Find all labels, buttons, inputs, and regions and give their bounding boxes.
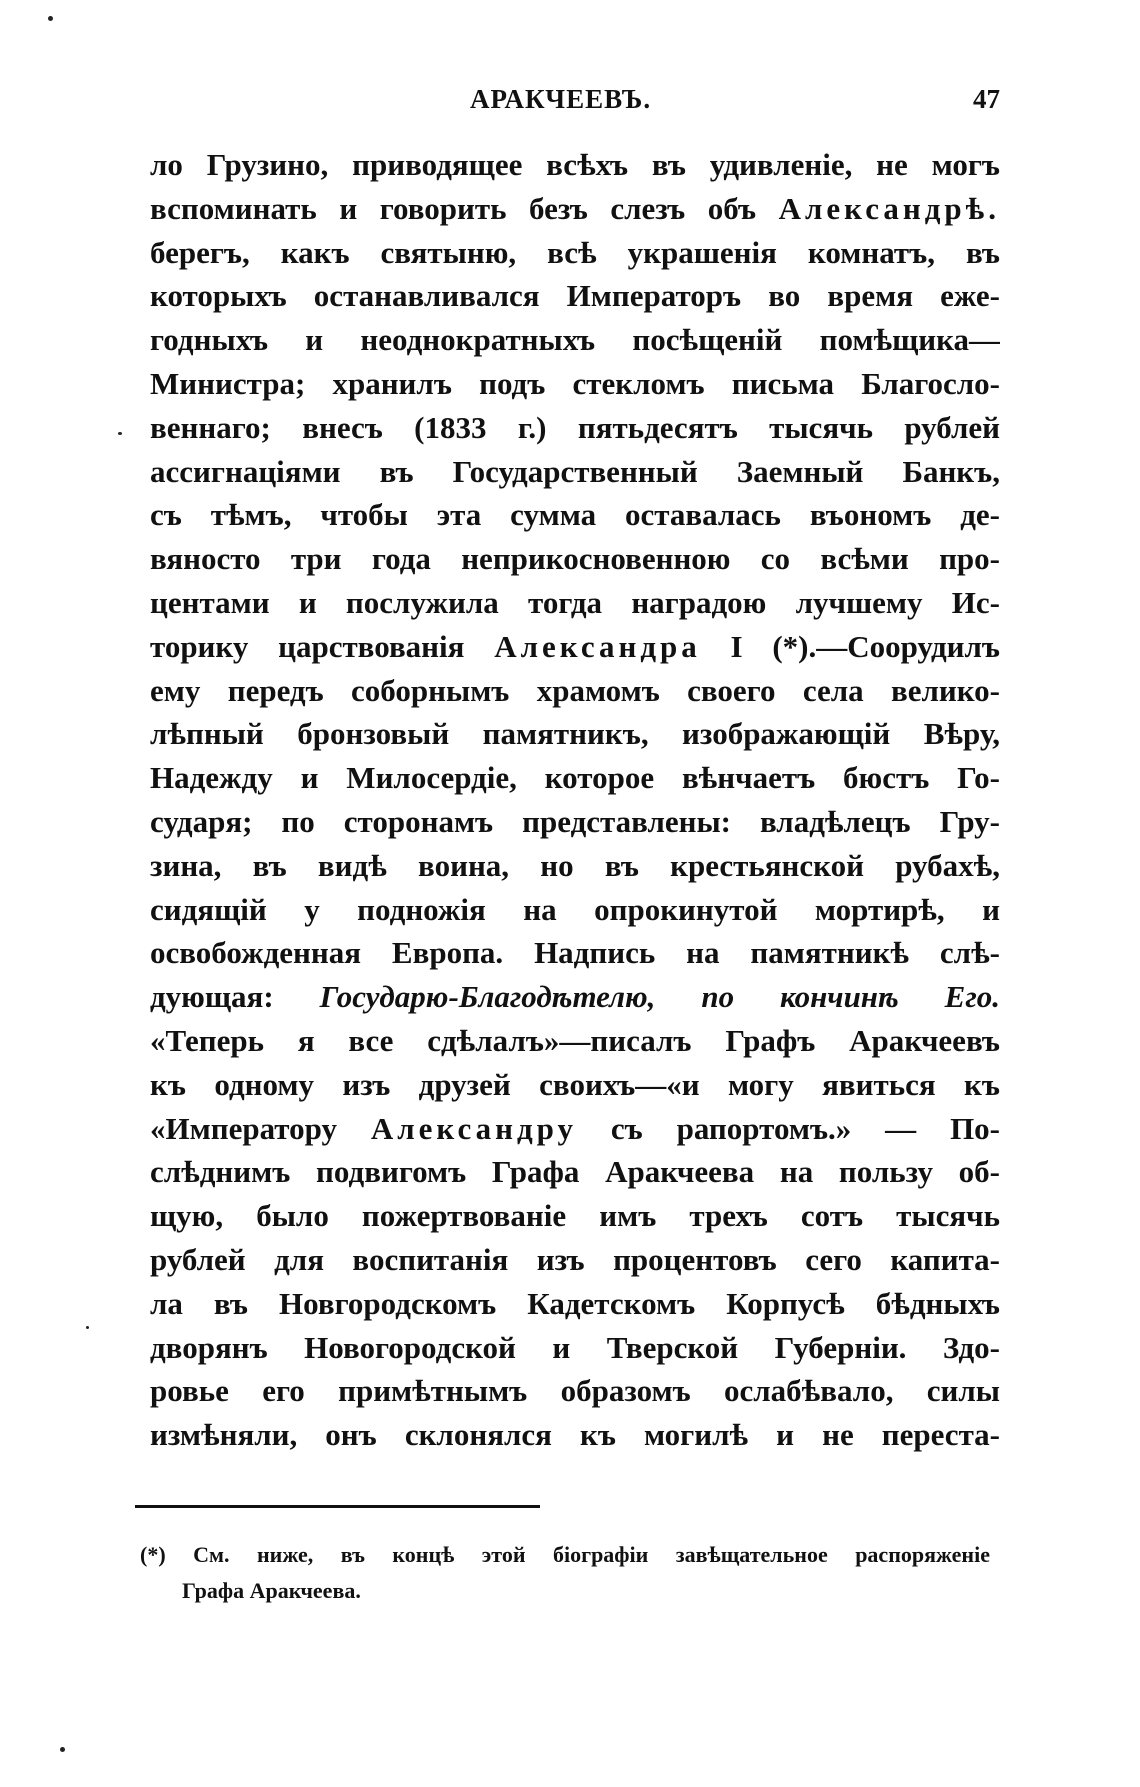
text-line: которыхъ останавливался Императоръ во время еже- (150, 278, 1000, 314)
text-line: измѣняли, онъ склонялся къ могилѣ и не переста- (150, 1417, 1000, 1453)
text-line: щую, было пожертвованіе имъ трехъ сотъ тысячь (150, 1198, 1000, 1234)
body-text (150, 143, 1000, 1457)
text-line (150, 1107, 1000, 1151)
print-speck (48, 16, 53, 21)
text-line (150, 625, 1000, 669)
text-line: освобожденная Европа. Надпись на памятникѣ слѣ- (150, 935, 1000, 971)
footnote-line: (*) См. ниже, въ концѣ этой біографіи завѣщательное распоряженіе (140, 1542, 990, 1567)
text-line (150, 975, 1000, 1019)
text-line: центами и послужила тогда наградою лучшему Ис- (150, 584, 1000, 620)
text-line: слѣднимъ подвигомъ Графа Аракчеева на пользу об- (150, 1154, 1000, 1190)
footnote-line: Графа Аракчеева. (182, 1578, 361, 1603)
text-line: «Теперь я все сдѣлалъ»—писалъ Графъ Аракчеевъ (150, 1022, 1000, 1058)
spaced-name: Александру (370, 1110, 577, 1146)
text-line: Надежду и Милосердіе, которое вѣнчаетъ бюстъ Го- (150, 760, 1000, 796)
text-line: съ тѣмъ, чтобы эта сумма оставалась въономъ де- (150, 497, 1000, 533)
text-line: ассигнаціями въ Государственный Заемный Банкъ, (150, 453, 1000, 489)
text-segment: вспоминать и говорить безъ слезъ объ (150, 190, 757, 226)
text-line: къ одному изъ друзей своихъ—«и могу явиться къ (150, 1066, 1000, 1102)
text-line: ровье его примѣтнымъ образомъ ослабѣвало, силы (150, 1373, 1000, 1409)
text-line: зина, въ видѣ воина, но въ крестьянской рубахѣ, (150, 847, 1000, 883)
spaced-name: Александрѣ. (778, 190, 1000, 226)
text-line: годныхъ и неоднократныхъ посѣщеній помѣщика— (150, 322, 1000, 358)
text-segment: «Императору (150, 1110, 337, 1146)
footnote-rule (135, 1505, 540, 1508)
text-line: лѣпный бронзовый памятникъ, изображающій Вѣру, (150, 716, 1000, 752)
text-line: вяносто три года неприкосновенною со всѣми про- (150, 541, 1000, 577)
page-number: 47 (973, 84, 1000, 114)
text-line: дворянъ Новогородской и Тверской Губерніи. Здо- (150, 1329, 1000, 1365)
footnote (140, 1537, 990, 1609)
text-segment: дующая: (150, 979, 274, 1015)
spaced-name: Александра (494, 628, 701, 664)
text-segment: I (*).—Соорудилъ (730, 628, 1000, 664)
text-line: берегъ, какъ святыню, всѣ украшенія комнатъ, въ (150, 234, 1000, 270)
text-line: ему передъ соборнымъ храмомъ своего села велико- (150, 672, 1000, 708)
text-line: Министра; хранилъ подъ стекломъ письма Благосло- (150, 365, 1000, 401)
text-line: сидящій у подножія на опрокинутой мортирѣ, и (150, 891, 1000, 927)
text-segment: съ рапортомъ.» — По- (610, 1110, 1000, 1146)
print-speck (118, 432, 122, 435)
text-line (150, 187, 1000, 231)
text-line: ло Грузино, приводящее всѣхъ въ удивленіе, не могъ (150, 147, 1000, 182)
inscription: Государю-Благодѣтелю, по кончинѣ Его. (319, 979, 1000, 1015)
print-speck (86, 1326, 89, 1329)
text-segment: торику царствованія (150, 628, 465, 664)
print-speck (60, 1747, 65, 1752)
text-line: рублей для воспитанія изъ процентовъ сего капита- (150, 1241, 1000, 1277)
page-header (150, 84, 1000, 124)
text-line: сударя; по сторонамъ представлены: владѣлецъ Гру- (150, 803, 1000, 839)
text-line: ла въ Новгородскомъ Кадетскомъ Корпусѣ бѣдныхъ (150, 1285, 1000, 1321)
text-line: веннаго; внесъ (1833 г.) пятьдесятъ тысячь рублей (150, 409, 1000, 445)
running-title: АРАКЧЕЕВЪ. (470, 84, 652, 114)
